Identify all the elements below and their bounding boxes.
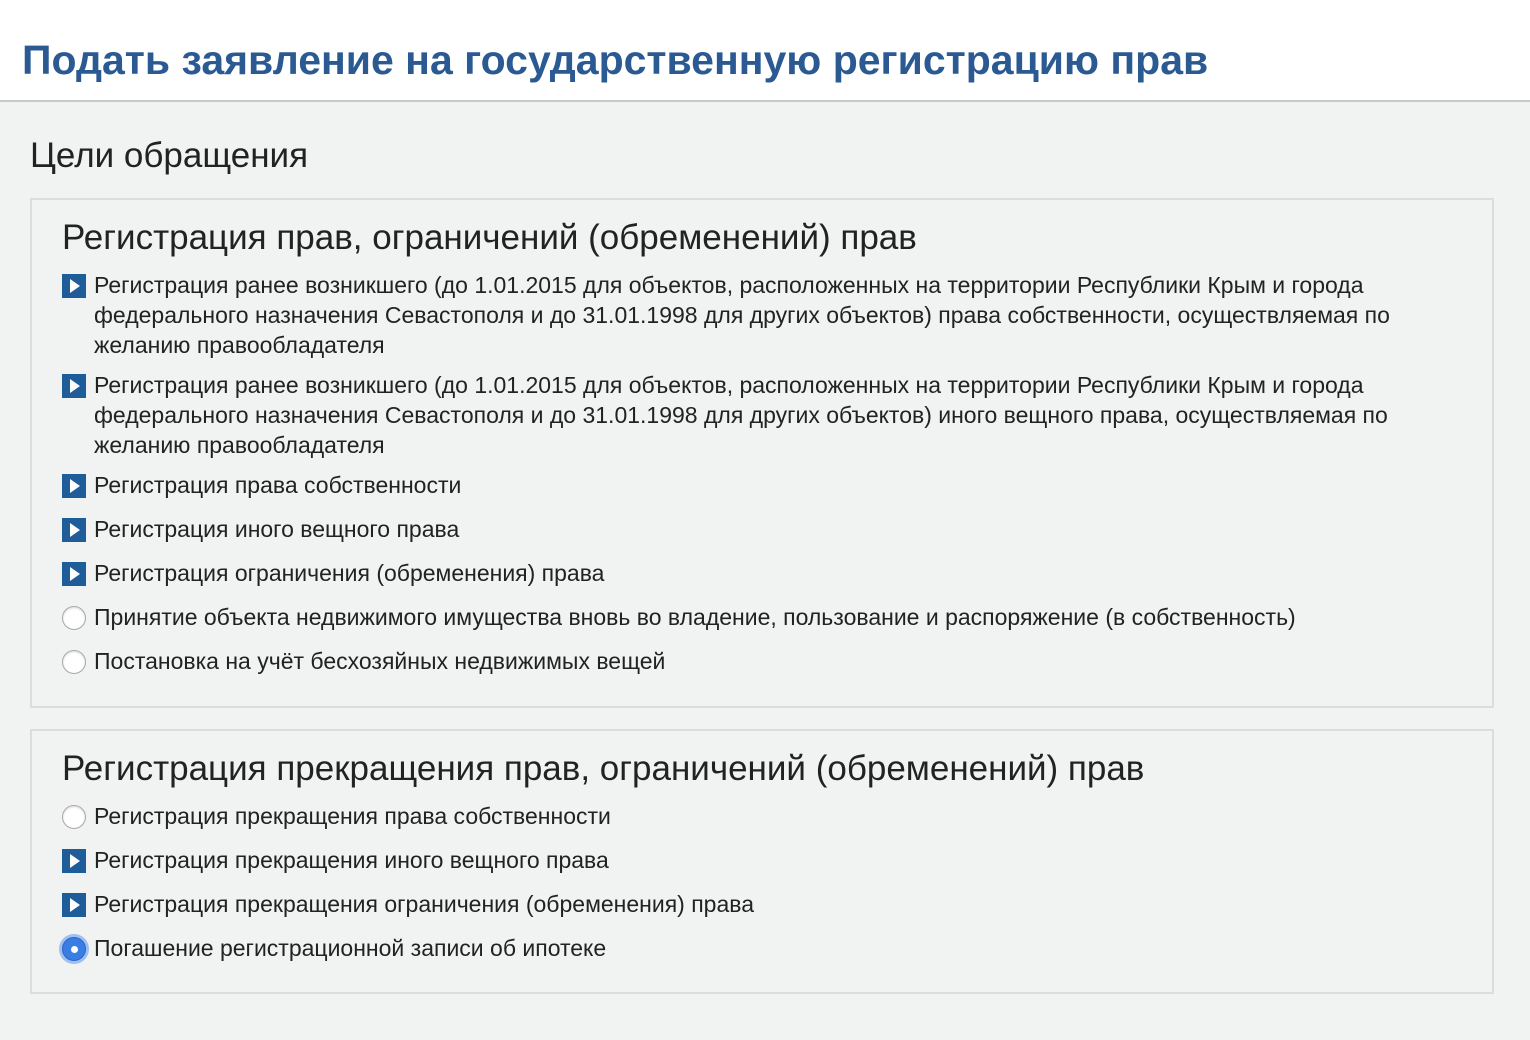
radio-button-selected[interactable] xyxy=(62,937,86,961)
option-label: Погашение регистрационной записи об ипотеке xyxy=(94,935,607,961)
option-mortgage-record-cancellation[interactable] xyxy=(62,933,1448,963)
option-repossession[interactable] xyxy=(62,602,1448,632)
option-label: Регистрация иного вещного права xyxy=(94,516,460,542)
rights-registration-panel xyxy=(30,198,1494,708)
option-terminate-encumbrance[interactable] xyxy=(62,889,1448,919)
rights-termination-heading: Регистрация прекращения прав, ограничений (обременений) прав xyxy=(62,749,1145,788)
option-label: Регистрация ранее возникшего (до 1.01.2015 для объектов, расположенных на территории Республики Крым и города федерального назначения Севастополя и до 31.01.1998 для других объектов) права собственности, осуществляемая по желанию правообладателя xyxy=(94,272,1390,358)
option-prior-ownership-right[interactable] xyxy=(62,270,1448,360)
rights-registration-heading: Регистрация прав, ограничений (обременений) прав xyxy=(62,218,917,257)
option-prior-other-real-right[interactable] xyxy=(62,370,1448,460)
option-terminate-other-real-right[interactable] xyxy=(62,845,1448,875)
option-other-real-right[interactable] xyxy=(62,514,1448,544)
rights-termination-panel xyxy=(30,729,1494,994)
triangle-right-icon[interactable] xyxy=(62,849,86,873)
option-ownership-right[interactable] xyxy=(62,470,1448,500)
option-terminate-ownership[interactable] xyxy=(62,801,1448,831)
triangle-right-icon[interactable] xyxy=(62,893,86,917)
option-ownerless-property[interactable] xyxy=(62,646,1448,676)
radio-button[interactable] xyxy=(62,805,86,829)
triangle-right-icon[interactable] xyxy=(62,518,86,542)
option-label: Регистрация прекращения ограничения (обременения) права xyxy=(94,891,755,917)
triangle-right-icon[interactable] xyxy=(62,374,86,398)
triangle-right-icon[interactable] xyxy=(62,274,86,298)
purposes-heading: Цели обращения xyxy=(30,136,309,175)
option-label: Постановка на учёт бесхозяйных недвижимых вещей xyxy=(94,648,666,674)
option-label: Регистрация прекращения иного вещного права xyxy=(94,847,609,873)
radio-button[interactable] xyxy=(62,606,86,630)
option-label: Регистрация ограничения (обременения) права xyxy=(94,560,605,586)
option-label: Регистрация ранее возникшего (до 1.01.2015 для объектов, расположенных на территории Республики Крым и города федерального назначения Севастополя и до 31.01.1998 для других объектов) иного вещного права, осуществляемая по желанию правообладателя xyxy=(94,372,1388,458)
triangle-right-icon[interactable] xyxy=(62,474,86,498)
radio-button[interactable] xyxy=(62,650,86,674)
page-header xyxy=(0,0,1530,102)
option-label: Принятие объекта недвижимого имущества вновь во владение, пользование и распоряжение (в собственность) xyxy=(94,604,1296,630)
triangle-right-icon[interactable] xyxy=(62,562,86,586)
option-label: Регистрация прекращения права собственности xyxy=(94,803,611,829)
page-title: Подать заявление на государственную регистрацию прав xyxy=(22,37,1209,83)
option-label: Регистрация права собственности xyxy=(94,472,462,498)
option-encumbrance[interactable] xyxy=(62,558,1448,588)
